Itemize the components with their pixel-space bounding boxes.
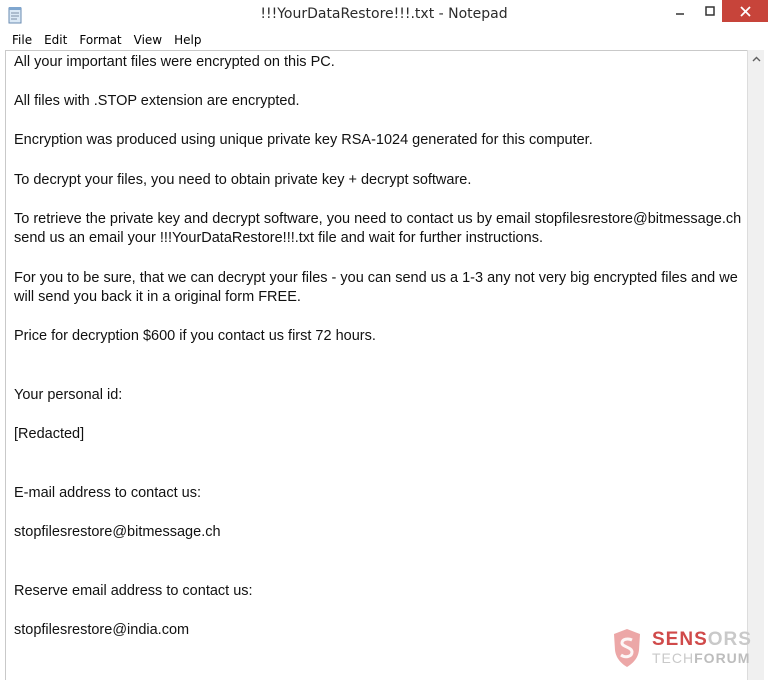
text-line: For you to be sure, that we can decrypt your files - you can send us a 1-3 any not very big encrypted files and we [14,269,738,286]
vertical-scrollbar[interactable] [747,50,764,680]
menu-file[interactable]: File [12,33,33,47]
text-line: To retrieve the private key and decrypt software, you need to contact us by email stopfilesrestore@bitmessage.ch [14,210,742,227]
text-line: [Redacted] [14,426,85,443]
text-line [14,112,739,132]
watermark-line1: SENSORS [652,629,752,650]
text-line: stopfilesrestore@bitmessage.ch [14,524,221,541]
maximize-icon [705,6,715,16]
title-bar[interactable] [0,0,768,30]
text-line [14,190,739,210]
minimize-button[interactable] [668,0,692,22]
text-line: Reserve email address to contact us: [14,583,253,600]
minimize-icon [675,6,685,16]
text-line: To decrypt your files, you need to obtain private key + decrypt software. [14,171,472,188]
text-line [14,504,739,524]
text-line: will send you back it in a original form FREE. [14,289,301,306]
text-line: Encryption was produced using unique private key RSA-1024 generated for this computer. [14,132,593,149]
text-line: E-mail address to contact us: [14,485,201,502]
text-line: stopfilesrestore@india.com [14,622,190,639]
text-editor[interactable] [5,50,747,680]
menu-help[interactable]: Help [174,33,202,47]
close-icon [740,6,751,17]
menu-bar [0,30,768,50]
chevron-up-icon [752,56,761,62]
text-line [14,602,739,622]
menu-edit[interactable]: Edit [44,33,68,47]
text-line [14,562,739,582]
text-line: All files with .STOP extension are encrypted. [14,93,300,110]
text-line [14,249,739,269]
text-line [14,151,739,171]
maximize-button[interactable] [698,0,722,22]
menu-view[interactable]: View [133,33,163,47]
text-line [14,464,739,484]
text-line [14,543,739,563]
shield-icon [612,628,642,668]
text-line [14,406,739,426]
text-line [14,73,739,93]
menu-format[interactable]: Format [79,33,122,47]
text-line [14,445,739,465]
text-line: All your important files were encrypted on this PC. [14,54,335,70]
scroll-up-button[interactable] [748,50,764,67]
close-button[interactable] [722,0,768,22]
sensorstechforum-watermark [612,626,762,670]
window-title: !!!YourDataRestore!!!.txt - Notepad [260,6,508,22]
text-line [14,308,739,328]
watermark-line2: TECHFORUM [652,650,751,666]
text-line: Your personal id: [14,387,123,404]
text-line [14,367,739,387]
text-line: send us an email your !!!YourDataRestore!!!.txt file and wait for further instructions. [14,230,543,247]
text-line: Price for decryption $600 if you contact us first 72 hours. [14,328,376,345]
text-line [14,347,739,367]
